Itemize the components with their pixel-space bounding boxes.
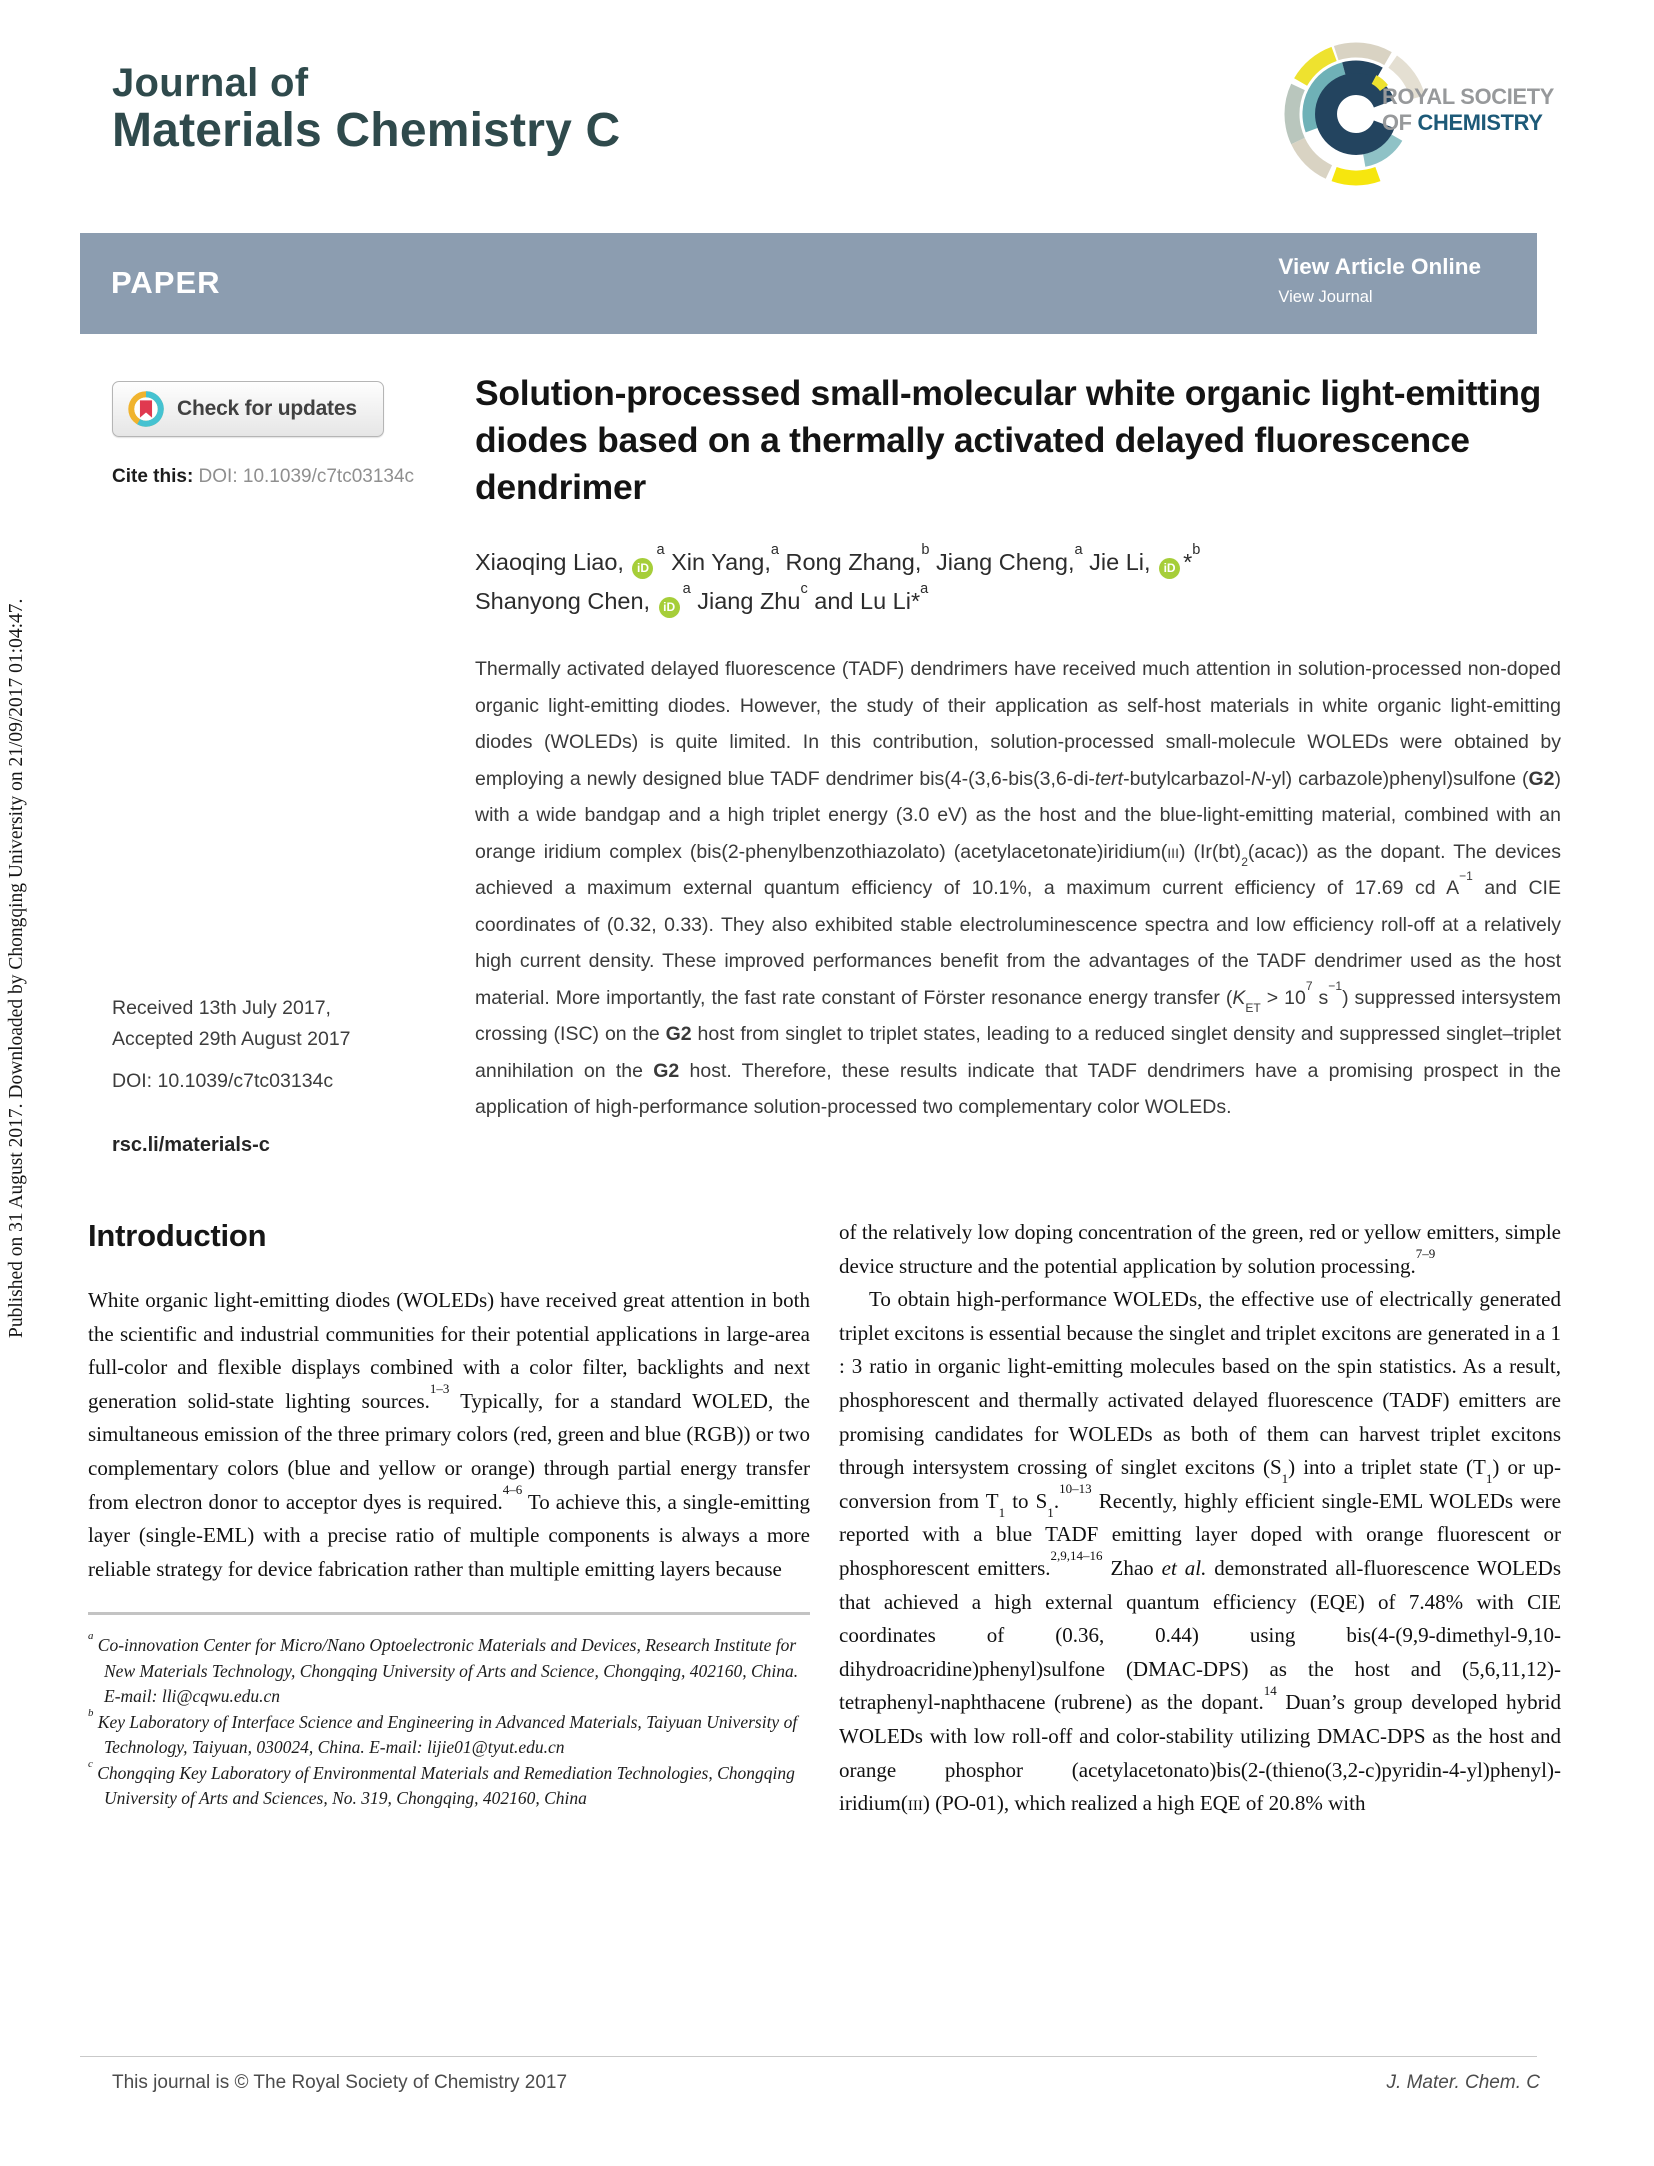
footnote-divider (88, 1612, 810, 1615)
footnotes-list (88, 1630, 810, 1812)
footer-divider (80, 2056, 1537, 2057)
check-for-updates-label: Check for updates (177, 397, 357, 420)
journal-masthead (112, 62, 620, 157)
crossmark-icon (127, 390, 165, 428)
orcid-icon[interactable]: iD (659, 597, 680, 618)
right-column (839, 1216, 1561, 1821)
cite-this-label: Cite this: (112, 466, 194, 487)
footer-copyright: This journal is © The Royal Society of Chemistry 2017 (112, 2072, 568, 2093)
paper-type-label: PAPER (111, 265, 221, 300)
doi-text: DOI: 10.1039/c7tc03134c (112, 1070, 334, 1092)
view-links (1278, 254, 1481, 307)
journal-url-link[interactable]: rsc.li/materials-c (112, 1134, 270, 1156)
footnote-item: $^a$ Co-innovation Center for Micro/Nano Optoelectronic Materials and Devices, Research Institute for New Materials Technology, Chongqing University of Arts and Science, Chongqing, 402160, China. E-mail: lli@cqwu.edu.cn (88, 1630, 799, 1707)
accepted-date: Accepted 29th August 2017 (112, 1028, 351, 1050)
rsc-logo (1278, 26, 1588, 198)
author-line-2: Shanyong Chen, $iD^a$ Jiang Zhu$^c$ and Lu Li*$^a$ (475, 582, 1565, 621)
body-paragraph-continued: of the relatively low doping concentration of the green, red or yellow emitters, simple device structure and the potential application by solution processing.$^{7-9}$ (839, 1220, 1561, 1278)
rsc-logo-text-line2: OF CHEMISTRY (1382, 110, 1543, 135)
rsc-logo-text-line1: ROYAL SOCIETY (1382, 84, 1555, 109)
rsc-logo-text (1382, 84, 1554, 136)
body-paragraph-2: To obtain high-performance WOLEDs, the effective use of electrically generated triplet excitons is essential because the singlet and triplet excitons are generated in a 1 : 3 ratio in organic light-emitting molecules based on the spin statistics. As a result, phosphorescent and thermally activated delayed fluorescence (TADF) emitters are promising candidates for WOLEDs as both of them can harvest triplet excitons through intersystem crossing of singlet excitons $(S_1)$ into a triplet state $(T_1)$ or up-conversion from $T_1$ to $S_1.^{10-13}$ Recently, highly efficient single-EML WOLEDs were reported with a blue TADF emitting layer doped with orange fluorescent or phosphorescent emitters.$^{2,9,14-16}$ Zhao et al. demonstrated all-fluorescence WOLEDs that achieved a high external quantum efficiency (EQE) of 7.48% with CIE coordinates of (0.36, 0.44) using bis(4-(9,9-dimethyl-9,10-dihydroacridine)phenyl)sulfone (DMAC-DPS) as the host and (5,6,11,12)-tetraphenyl-naphthacene (rubrene) as the dopant.$^{14}$ Duan’s group developed hybrid WOLEDs with low roll-off and color-stability utilizing DMAC-DPS as the host and orange phosphor (acetylacetonato)bis(2-(thieno(3,2-c)pyridin-4-yl)phenyl)-iridium(iii) (PO-01), which realized a high EQE of 20.8% with (839, 1287, 1562, 1816)
orcid-icon[interactable]: iD (1159, 558, 1180, 579)
author-line-1: Xiaoqing Liao, $iD^a$ Xin Yang,$^a$ Rong Zhang,$^b$ Jiang Cheng,$^a$ Jie Li, iD *$^b$ (475, 543, 1565, 582)
article-meta-block (112, 993, 351, 1161)
view-journal-link[interactable]: View Journal (1278, 288, 1373, 306)
journal-name-line2: Materials Chemistry C (112, 104, 621, 158)
left-column (88, 1216, 810, 1821)
article-title: Solution-processed small-molecular white organic light-emitting diodes based on a thermally activated delayed fluorescence dendrimer (475, 373, 1541, 507)
check-for-updates-button[interactable] (112, 381, 384, 437)
received-date: Received 13th July 2017, (112, 997, 331, 1019)
cite-this-doi: DOI: 10.1039/c7tc03134c (193, 466, 415, 487)
download-stamp: Published on 31 August 2017. Downloaded by Chongqing University on 21/09/2017 01:04:47. (6, 598, 27, 1338)
cite-this-line (112, 466, 414, 488)
footnote-item: $^b$ Key Laboratory of Interface Science and Engineering in Advanced Materials, Taiyuan University of Technology, Taiyuan, 030024, China. E-mail: lijie01@tyut.edu.cn (88, 1706, 798, 1758)
footnote-item: $^c$ Chongqing Key Laboratory of Environmental Materials and Remediation Technologies, Chongqing University of Arts and Sciences, No. 319, Chongqing, 402160, China (88, 1757, 795, 1809)
introduction-heading: Introduction (88, 1218, 267, 1253)
paper-banner (80, 233, 1537, 334)
introduction-paragraph: White organic light-emitting diodes (WOLEDs) have received great attention in both the scientific and industrial communities for their potential applications in large-area full-color and flexible displays combined with a color filter, backlights and next generation solid-state lighting sources.$^{1-3}$ Typically, for a standard WOLED, the simultaneous emission of the three primary colors (red, green and blue (RGB)) or two complementary colors (blue and yellow or orange) through partial energy transfer from electron donor to acceptor dyes is required.$^{4-6}$ To achieve this, a single-emitting layer (single-EML) with a precise ratio of multiple components is always a more reliable strategy for device fabrication rather than multiple emitting layers because (88, 1288, 811, 1581)
journal-name-line1: Journal of (112, 61, 309, 105)
body-columns (88, 1216, 1561, 1821)
orcid-icon[interactable]: iD (632, 558, 653, 579)
view-article-online-link[interactable]: View Article Online (1278, 254, 1481, 279)
footer-journal-abbrev: J. Mater. Chem. C (1386, 2072, 1540, 2093)
author-list (475, 543, 1565, 621)
abstract-text: Thermally activated delayed fluorescence (TADF) dendrimers have received much attention in solution-processed non-doped organic light-emitting diodes. However, the study of their application as self-host materials in white organic light-emitting diodes (WOLEDs) is quite limited. In this contribution, solution-processed small-molecule WOLEDs were obtained by employing a newly designed blue TADF dendrimer bis(4-(3,6-bis(3,6-di-tert-butylcarbazol-N-yl) carbazole)phenyl)sulfone (G2) with a wide bandgap and a high triplet energy (3.0 eV) as the host and the blue-light-emitting material, combined with an orange iridium complex (bis(2-phenylbenzothiazolato) (acetylacetonate)iridium(iii) $(Ir(bt)_2(acac))$ as the dopant. The devices achieved a maximum external quantum efficiency of 10.1%, a maximum current efficiency of 17.69 cd $A^{-1}$ and CIE coordinates of (0.32, 0.33). They also exhibited stable electroluminescence spectra and low efficiency roll-off at a relatively high current density. These improved performances benefit from the advantages of the TADF dendrimer used as the host material. More importantly, the fast rate constant of Förster resonance energy transfer ($K_{ET} > 10^7$ $s^{-1}$) suppressed intersystem crossing (ISC) on the G2 host from singlet to triplet states, leading to a reduced singlet density and suppressed singlet–triplet annihilation on the G2 host. Therefore, these results indicate that TADF dendrimers have a promising prospect in the application of high-performance solution-processed two complementary color WOLEDs. (475, 658, 1561, 1118)
